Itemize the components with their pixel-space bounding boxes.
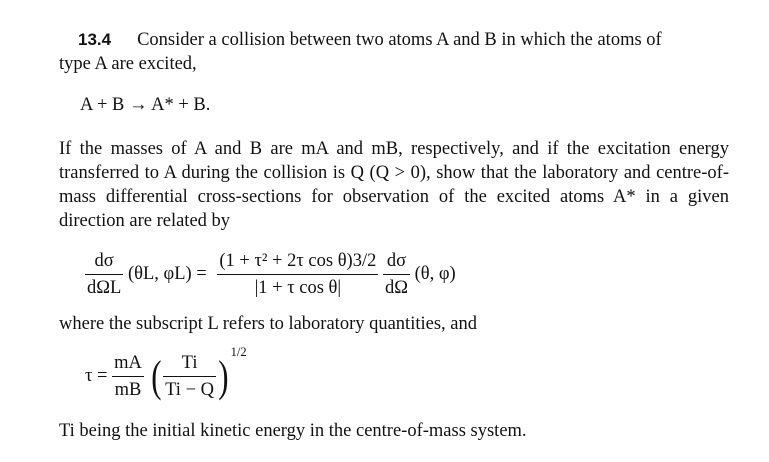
lhs-numerator: dσ xyxy=(85,250,123,275)
mass-ratio-numerator: mA xyxy=(112,352,144,377)
rhs-numerator: dσ xyxy=(383,250,410,275)
mass-ratio-denominator: mB xyxy=(114,380,142,400)
mass-ratio xyxy=(112,352,144,401)
cross-section-equation xyxy=(85,250,456,299)
jacobian-denominator: |1 + τ cos θ| xyxy=(254,278,342,298)
problem-intro-line2: type A are excited, xyxy=(59,54,197,74)
energy-ratio-numerator: Ti xyxy=(163,352,216,377)
tau-definition-equation xyxy=(85,344,247,401)
problem-number: 13.4 xyxy=(78,30,112,49)
exponent: 1/2 xyxy=(230,344,247,359)
where-line: where the subscript L refers to laboratory quantities, and xyxy=(59,314,477,334)
reaction-equation: A + B → A* + B. xyxy=(80,95,211,115)
rhs-arguments: (θ, φ) xyxy=(414,263,456,284)
lhs-denominator: dΩL xyxy=(87,278,122,298)
right-paren: ) xyxy=(218,351,229,401)
energy-ratio xyxy=(163,352,216,401)
left-paren: ( xyxy=(150,351,161,401)
jacobian-numerator: (1 + τ² + 2τ cos θ)3/2 xyxy=(217,250,378,275)
lhs-derivative xyxy=(85,250,123,299)
rhs-denominator: dΩ xyxy=(384,278,408,298)
jacobian-factor xyxy=(217,250,378,299)
problem-intro-line1: Consider a collision between two atoms A and B in which the atoms of xyxy=(137,30,662,50)
lhs-arguments: (θL, φL) = xyxy=(127,263,207,284)
problem-header-line xyxy=(78,28,662,52)
final-line: Ti being the initial kinetic energy in the centre-of-mass system. xyxy=(59,421,527,441)
energy-ratio-denominator: Ti − Q xyxy=(165,380,214,400)
rhs-derivative xyxy=(383,250,410,299)
tau-lhs: τ = xyxy=(85,365,108,386)
problem-statement-paragraph: If the masses of A and B are mA and mB, respectively, and if the excitation energy transferred to A during the collision is Q (Q > 0), show that the laboratory and centre-of-mass differential cross-sections for observation of the excited atoms A* in a given direction are related by xyxy=(59,139,729,231)
